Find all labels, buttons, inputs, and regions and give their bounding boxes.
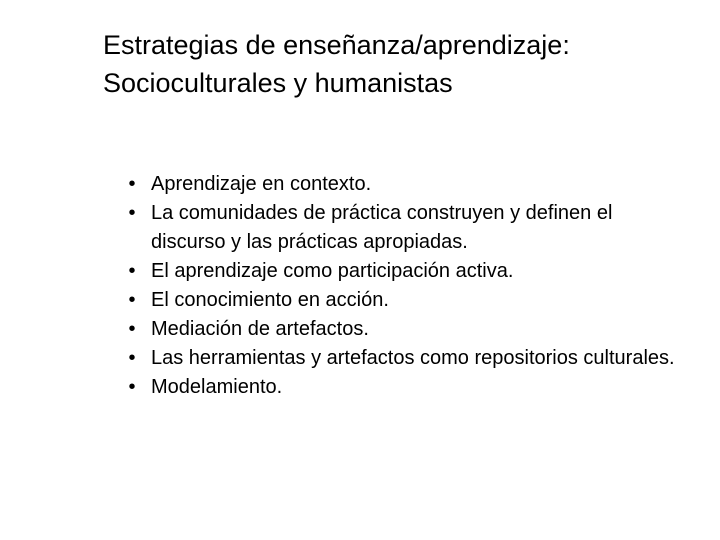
bullet-item-conocimiento bbox=[125, 286, 685, 315]
bullet-item-participacion bbox=[125, 257, 685, 286]
bullet-text: Mediación de artefactos. bbox=[151, 318, 369, 340]
bullet-text: Las herramientas y artefactos como repositorios culturales. bbox=[151, 347, 675, 369]
slide-title bbox=[103, 26, 693, 102]
bullet-item-modelamiento bbox=[125, 373, 685, 402]
bullet-item-comunidades bbox=[125, 199, 685, 257]
slide-title-line-2: Socioculturales y humanistas bbox=[103, 68, 453, 98]
bullet-dot-icon: • bbox=[128, 202, 136, 224]
bullet-list bbox=[125, 170, 685, 402]
bullet-dot-icon: • bbox=[128, 376, 136, 398]
bullet-item-mediacion bbox=[125, 315, 685, 344]
bullet-dot-icon: • bbox=[128, 289, 136, 311]
bullet-item-contexto bbox=[125, 170, 685, 199]
bullet-text: La comunidades de práctica construyen y definen el discurso y las prácticas apropiadas. bbox=[151, 202, 613, 253]
bullet-text: El aprendizaje como participación activa. bbox=[151, 260, 514, 282]
bullet-dot-icon: • bbox=[128, 260, 136, 282]
bullet-dot-icon: • bbox=[128, 347, 136, 369]
bullet-text: El conocimiento en acción. bbox=[151, 289, 389, 311]
bullet-dot-icon: • bbox=[128, 173, 136, 195]
bullet-text: Aprendizaje en contexto. bbox=[151, 173, 372, 195]
bullet-dot-icon: • bbox=[128, 318, 136, 340]
slide-title-line-1: Estrategias de enseñanza/aprendizaje: bbox=[103, 30, 570, 60]
bullet-text: Modelamiento. bbox=[151, 376, 283, 398]
bullet-item-herramientas bbox=[125, 344, 685, 373]
